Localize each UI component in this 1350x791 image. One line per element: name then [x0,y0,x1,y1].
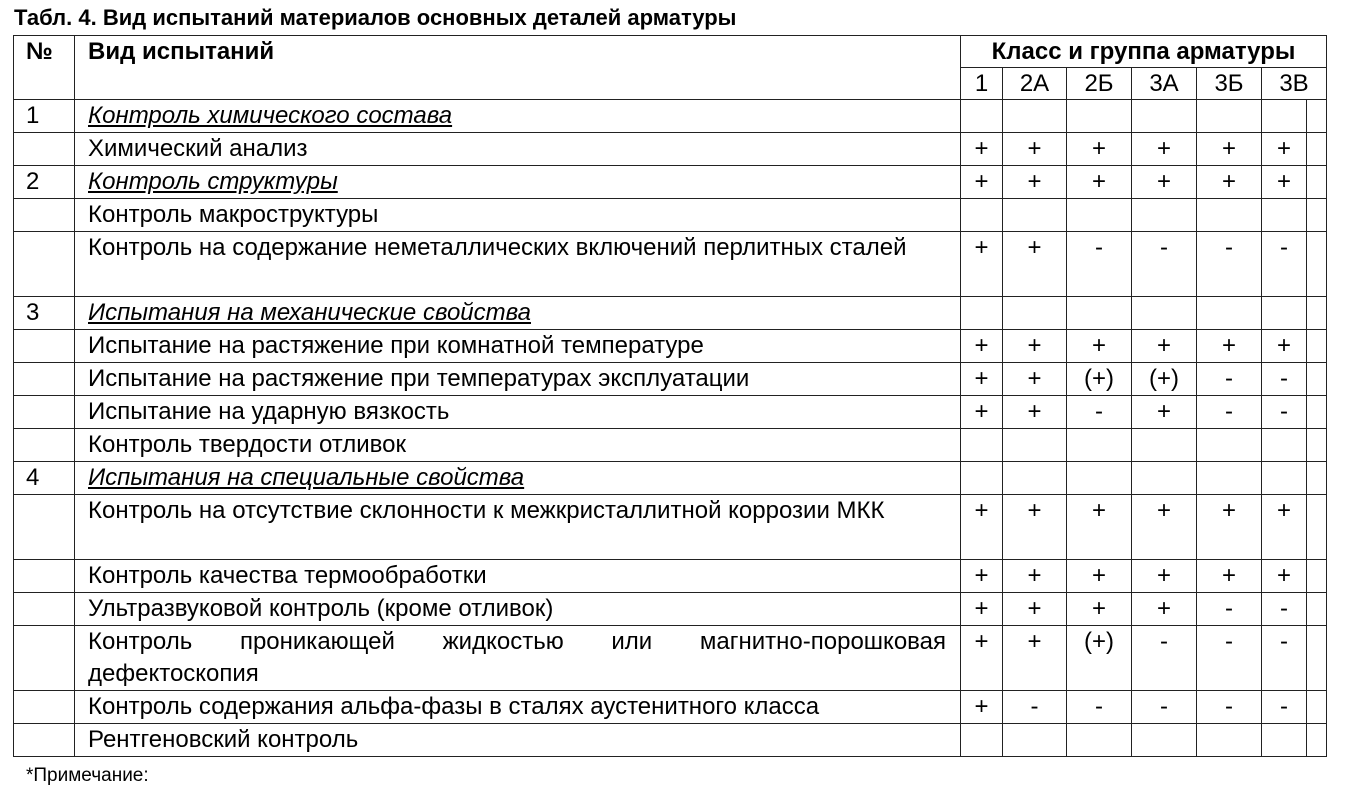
value-cell-2А [1003,199,1067,232]
test-name [75,626,961,691]
value-cell-1: + [961,232,1003,297]
value-cell-1: + [961,330,1003,363]
value-cell-3Б [1197,100,1262,133]
test-name [75,429,961,462]
test-name [75,396,961,429]
value-cell-2Б: - [1067,396,1132,429]
section-label: Испытания на специальные свойства [88,464,525,491]
table-caption: Табл. 4. Вид испытаний материалов основных деталей арматуры [14,5,737,30]
value-cell-2Б [1067,429,1132,462]
test-label: Контроль на содержание неметаллических включений перлитных сталей [88,234,907,261]
table-row [14,100,1327,133]
column-header-5: 3Б [1197,68,1262,100]
test-label: Испытание на ударную вязкость [88,398,450,425]
value-cell-3Б: - [1197,593,1262,626]
empty-cell [1307,363,1327,396]
test-name [75,593,961,626]
value-cell-3Б [1197,297,1262,330]
value-cell-3Б: - [1197,396,1262,429]
value-cell-3А [1132,724,1197,757]
row-number [14,133,75,166]
value-cell-3А: - [1132,626,1197,691]
value-cell-2А: + [1003,495,1067,560]
value-cell-2Б: (+) [1067,626,1132,691]
table-row [14,462,1327,495]
value-cell-2Б [1067,724,1132,757]
table-row [14,429,1327,462]
column-header-4: 3А [1132,68,1197,100]
value-cell-3В: - [1262,593,1307,626]
value-cell-3А [1132,199,1197,232]
value-cell-1 [961,100,1003,133]
test-label: Контроль на отсутствие склонности к межкристаллитной коррозии МКК [88,497,885,524]
empty-cell [1307,724,1327,757]
value-cell-3А: + [1132,593,1197,626]
table-row [14,330,1327,363]
row-number [14,396,75,429]
table-row [14,396,1327,429]
section-label: Контроль структуры [88,168,338,195]
value-cell-2Б: + [1067,593,1132,626]
value-cell-3В: + [1262,133,1307,166]
row-number: 4 [14,462,75,495]
tests-table [13,35,1327,757]
row-number [14,560,75,593]
value-cell-2Б: + [1067,133,1132,166]
test-name [75,560,961,593]
empty-cell [1307,495,1327,560]
test-name [75,199,961,232]
table-row [14,560,1327,593]
value-cell-2А [1003,100,1067,133]
test-name [75,133,961,166]
value-cell-1: + [961,495,1003,560]
table-row [14,593,1327,626]
value-cell-3Б: + [1197,166,1262,199]
value-cell-2Б: + [1067,495,1132,560]
value-cell-3В [1262,100,1307,133]
row-number [14,593,75,626]
value-cell-2А: + [1003,396,1067,429]
section-title [75,100,961,133]
value-cell-3Б: - [1197,691,1262,724]
value-cell-3Б: + [1197,495,1262,560]
value-cell-1: + [961,396,1003,429]
value-cell-1: + [961,691,1003,724]
table-row [14,363,1327,396]
value-cell-2Б: + [1067,560,1132,593]
value-cell-3В: - [1262,396,1307,429]
value-cell-3В [1262,429,1307,462]
test-name [75,232,961,297]
empty-cell [1307,100,1327,133]
value-cell-3А: + [1132,495,1197,560]
value-cell-3В: - [1262,626,1307,691]
test-label: Ультразвуковой контроль (кроме отливок) [88,595,554,622]
section-label: Испытания на механические свойства [88,299,531,326]
value-cell-3А: + [1132,166,1197,199]
value-cell-2А: + [1003,232,1067,297]
table-row [14,166,1327,199]
test-name [75,330,961,363]
row-number [14,495,75,560]
empty-cell [1307,133,1327,166]
empty-cell [1307,691,1327,724]
value-cell-3А: - [1132,232,1197,297]
row-number [14,199,75,232]
column-header-6: 3В [1262,68,1327,100]
value-cell-2А: - [1003,691,1067,724]
row-number [14,330,75,363]
table-row [14,724,1327,757]
test-name [75,363,961,396]
value-cell-3Б: + [1197,330,1262,363]
value-cell-1: + [961,626,1003,691]
value-cell-2А: + [1003,560,1067,593]
value-cell-3В: - [1262,691,1307,724]
empty-cell [1307,232,1327,297]
table-body [14,100,1327,757]
row-number [14,429,75,462]
value-cell-3А: - [1132,691,1197,724]
row-number [14,232,75,297]
value-cell-2А [1003,429,1067,462]
header-num: № [14,36,75,100]
table-row [14,199,1327,232]
value-cell-2А: + [1003,166,1067,199]
value-cell-3Б [1197,724,1262,757]
header-class-group: Класс и группа арматуры [961,36,1327,68]
value-cell-1: + [961,133,1003,166]
section-label: Контроль химического состава [88,102,453,129]
value-cell-3А: (+) [1132,363,1197,396]
value-cell-2Б: (+) [1067,363,1132,396]
test-label: Контроль проникающей жидкостью или магнитно-порошковая дефектоскопия [88,628,946,687]
table-row [14,297,1327,330]
value-cell-3В [1262,297,1307,330]
column-header-1: 1 [961,68,1003,100]
value-cell-3В: - [1262,232,1307,297]
test-name [75,691,961,724]
footnote: *Примечание: [26,765,149,786]
test-label: Химический анализ [88,135,308,162]
table-row [14,232,1327,297]
value-cell-1 [961,462,1003,495]
value-cell-3Б: - [1197,363,1262,396]
value-cell-3В: + [1262,495,1307,560]
empty-cell [1307,626,1327,691]
value-cell-1: + [961,560,1003,593]
value-cell-3А [1132,100,1197,133]
value-cell-3В [1262,462,1307,495]
row-number [14,363,75,396]
value-cell-3А: + [1132,133,1197,166]
value-cell-1 [961,429,1003,462]
empty-cell [1307,199,1327,232]
value-cell-3Б [1197,462,1262,495]
empty-cell [1307,297,1327,330]
value-cell-2Б [1067,297,1132,330]
test-label: Контроль макроструктуры [88,201,379,228]
value-cell-3В [1262,724,1307,757]
test-label: Рентгеновский контроль [88,726,359,753]
test-label: Контроль содержания альфа-фазы в сталях аустенитного класса [88,693,820,720]
value-cell-2А: + [1003,363,1067,396]
row-number [14,691,75,724]
empty-cell [1307,560,1327,593]
row-number: 3 [14,297,75,330]
header-test-type: Вид испытаний [75,36,961,100]
value-cell-3А: + [1132,330,1197,363]
value-cell-3В: - [1262,363,1307,396]
empty-cell [1307,166,1327,199]
test-label: Испытание на растяжение при температурах эксплуатации [88,365,750,392]
value-cell-1: + [961,363,1003,396]
row-number [14,626,75,691]
value-cell-2Б [1067,199,1132,232]
row-number: 1 [14,100,75,133]
value-cell-3В: + [1262,330,1307,363]
table-row [14,133,1327,166]
test-label: Контроль твердости отливок [88,431,406,458]
value-cell-3В: + [1262,166,1307,199]
value-cell-3А: + [1132,560,1197,593]
value-cell-2Б: + [1067,166,1132,199]
value-cell-3Б: + [1197,133,1262,166]
table-row [14,626,1327,691]
value-cell-2А: + [1003,626,1067,691]
value-cell-2Б: - [1067,691,1132,724]
column-header-3: 2Б [1067,68,1132,100]
test-name [75,495,961,560]
value-cell-3Б: - [1197,232,1262,297]
value-cell-3А [1132,462,1197,495]
table-row [14,691,1327,724]
value-cell-2А [1003,297,1067,330]
value-cell-3В: + [1262,560,1307,593]
value-cell-3Б: - [1197,626,1262,691]
value-cell-3Б [1197,429,1262,462]
value-cell-1 [961,297,1003,330]
value-cell-1: + [961,166,1003,199]
value-cell-1: + [961,593,1003,626]
empty-cell [1307,462,1327,495]
test-label: Контроль качества термообработки [88,562,487,589]
column-header-2: 2А [1003,68,1067,100]
table-row [14,495,1327,560]
empty-cell [1307,396,1327,429]
value-cell-3В [1262,199,1307,232]
section-title [75,297,961,330]
value-cell-3А: + [1132,396,1197,429]
value-cell-2А: + [1003,133,1067,166]
value-cell-2Б: + [1067,330,1132,363]
value-cell-2Б: - [1067,232,1132,297]
value-cell-3А [1132,429,1197,462]
value-cell-2А: + [1003,593,1067,626]
value-cell-1 [961,724,1003,757]
test-name [75,724,961,757]
test-label: Испытание на растяжение при комнатной температуре [88,332,704,359]
value-cell-3Б: + [1197,560,1262,593]
section-title [75,462,961,495]
value-cell-1 [961,199,1003,232]
value-cell-3А [1132,297,1197,330]
header-row [14,36,1327,68]
empty-cell [1307,593,1327,626]
empty-cell [1307,429,1327,462]
empty-cell [1307,330,1327,363]
value-cell-3Б [1197,199,1262,232]
row-number: 2 [14,166,75,199]
section-title [75,166,961,199]
value-cell-2А: + [1003,330,1067,363]
row-number [14,724,75,757]
value-cell-2Б [1067,462,1132,495]
value-cell-2А [1003,462,1067,495]
value-cell-2Б [1067,100,1132,133]
value-cell-2А [1003,724,1067,757]
